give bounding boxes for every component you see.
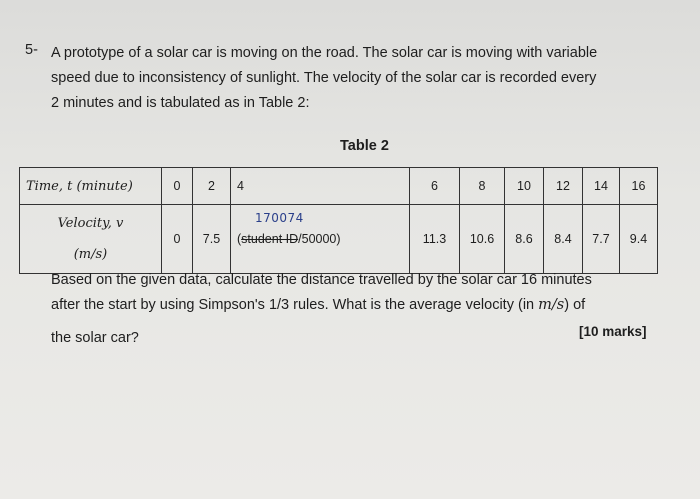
velocity-header-line1: Velocity, v <box>57 216 124 231</box>
velocity-cell: 0 <box>162 205 193 274</box>
time-cell: 2 <box>193 168 231 205</box>
velocity-header <box>20 205 162 274</box>
velocity-cell: 7.7 <box>583 205 620 274</box>
task-line-2-suffix: ) of <box>564 297 586 313</box>
table-row-time <box>20 168 658 205</box>
velocity-divisor: /50000) <box>298 232 341 246</box>
velocity-open-paren: ( <box>237 232 242 246</box>
question-number: 5- <box>25 42 38 58</box>
intro-line-3: 2 minutes and is tabulated as in Table 2: <box>51 95 310 111</box>
time-cell: 14 <box>583 168 620 205</box>
marks-label: [10 marks] <box>579 324 647 339</box>
intro-line-2: speed due to inconsistency of sunlight. The velocity of the solar car is recorded every <box>51 70 597 86</box>
time-header: Time, t (minute) <box>20 168 162 205</box>
time-cell: 12 <box>544 168 583 205</box>
velocity-cell: 10.6 <box>460 205 505 274</box>
table-row-velocity <box>20 205 658 274</box>
task-line-2 <box>51 293 592 318</box>
question-intro <box>51 41 597 116</box>
struck-student-id: student ID <box>241 232 299 246</box>
handwritten-note: 170074 <box>255 211 304 225</box>
velocity-cell: 7.5 <box>193 205 231 274</box>
task-line-1: Based on the given data, calculate the distance travelled by the solar car 16 minutes <box>51 272 592 288</box>
data-table <box>19 167 658 274</box>
table-caption: Table 2 <box>340 138 389 154</box>
velocity-cell: 8.6 <box>505 205 544 274</box>
time-cell: 10 <box>505 168 544 205</box>
question-task <box>51 268 592 351</box>
task-line-2-prefix: after the start by using Simpson's 1/3 rules. What is the average velocity (in <box>51 297 539 313</box>
intro-line-1: A prototype of a solar car is moving on the road. The solar car is moving with variable <box>51 45 598 61</box>
velocity-cell: 8.4 <box>544 205 583 274</box>
velocity-header-line2: (m/s) <box>73 247 108 262</box>
velocity-cell: 9.4 <box>620 205 658 274</box>
task-line-3: the solar car? <box>51 330 139 346</box>
time-cell: 8 <box>460 168 505 205</box>
time-cell: 0 <box>162 168 193 205</box>
velocity-cell: 11.3 <box>410 205 460 274</box>
time-cell: 4 <box>231 168 410 205</box>
unit-m-per-s: m/s <box>538 297 565 313</box>
time-cell: 16 <box>620 168 658 205</box>
time-cell: 6 <box>410 168 460 205</box>
